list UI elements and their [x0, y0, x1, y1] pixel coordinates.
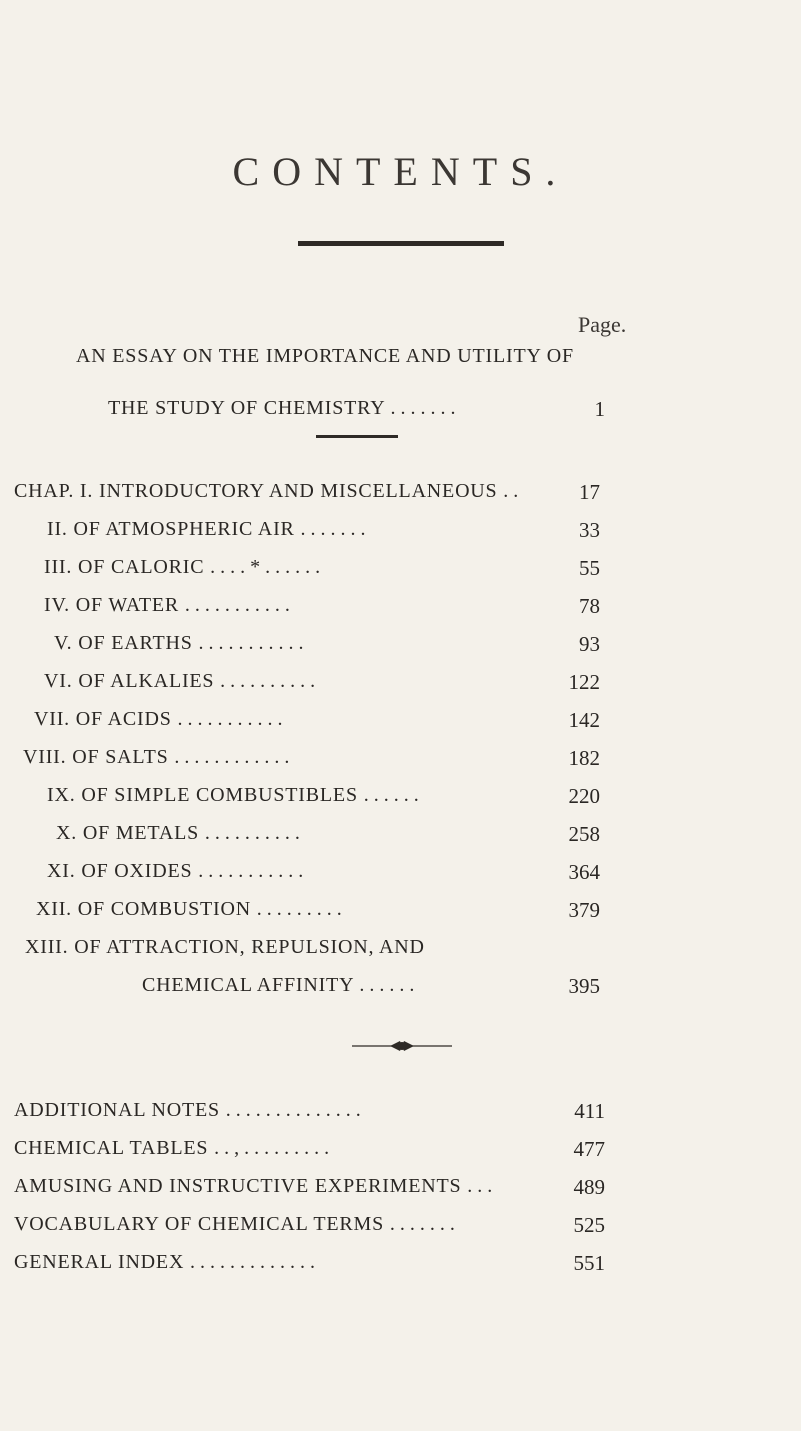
chapter-number: VII.	[34, 708, 70, 730]
leader-dots: ......	[359, 974, 420, 996]
leader-dots: .......	[389, 1213, 460, 1235]
leader-dots: ............	[174, 746, 295, 768]
appendix-row	[14, 1213, 460, 1236]
appendix-row	[14, 1175, 497, 1198]
chapter-row	[14, 480, 523, 503]
leader-dots: .............	[190, 1251, 320, 1273]
leader-dots: .........	[256, 898, 347, 920]
chapter-page: 33	[579, 518, 600, 542]
chapter-page: 364	[568, 860, 600, 884]
chapter-page: 395	[568, 974, 600, 998]
chapter-row	[34, 708, 287, 731]
chapter-number: VI.	[44, 670, 73, 692]
leader-dots: ...........	[198, 860, 309, 882]
leader-dots: .......	[390, 397, 461, 419]
chapter-page: 17	[579, 480, 600, 504]
appendix-page: 411	[574, 1099, 605, 1123]
chapter-title: OF CALORIC	[78, 556, 205, 578]
chapter-row	[44, 556, 325, 579]
chapter-page: 93	[579, 632, 600, 656]
chapter-title: OF ALKALIES	[78, 670, 215, 692]
chapter-title: OF SALTS	[72, 746, 169, 768]
essay-page: 1	[594, 397, 605, 421]
chapter-page: 220	[568, 784, 600, 808]
chapter-page: 122	[568, 670, 600, 694]
chapter-title: OF SIMPLE COMBUSTIBLES	[81, 784, 358, 806]
chapter-number: XII.	[36, 898, 72, 920]
chapter-page: 55	[579, 556, 600, 580]
chapter-title: OF METALS	[82, 822, 200, 844]
leader-dots: ....*......	[210, 556, 326, 578]
appendix-page: 551	[573, 1251, 605, 1275]
leader-dots: ...........	[184, 594, 295, 616]
chapter-row	[36, 898, 347, 921]
leader-dots: ..	[503, 480, 524, 502]
chapter-page: 258	[568, 822, 600, 846]
essay-title-line2	[108, 397, 461, 420]
leader-dots: ..............	[225, 1099, 366, 1121]
appendix-title: ADDITIONAL NOTES	[14, 1099, 220, 1121]
chapter-number: X.	[56, 822, 78, 844]
title-rule	[298, 241, 504, 246]
chapter-number: XIII.	[25, 936, 69, 958]
chapter-page: 142	[568, 708, 600, 732]
appendix-row	[14, 1251, 320, 1274]
leader-dots: ..,.........	[214, 1137, 335, 1159]
chapter-row	[47, 860, 308, 883]
appendix-page: 525	[573, 1213, 605, 1237]
chapter-title: OF COMBUSTION	[77, 898, 251, 920]
chapter-number: IX.	[47, 784, 76, 806]
chapter-row	[44, 594, 295, 617]
essay-title: THE STUDY OF CHEMISTRY	[108, 397, 385, 419]
chapter-title: OF ATTRACTION, REPULSION, AND	[74, 936, 425, 958]
leader-dots: ...........	[177, 708, 288, 730]
chapter-row	[25, 936, 425, 959]
chapter-row	[142, 974, 419, 997]
chapter-title: OF WATER	[75, 594, 180, 616]
chapter-title: OF EARTHS	[78, 632, 193, 654]
leader-dots: .......	[300, 518, 371, 540]
chapter-row	[54, 632, 308, 655]
divider-ornament	[352, 1039, 452, 1053]
chapter-number: XI.	[47, 860, 76, 882]
chapter-page: 379	[568, 898, 600, 922]
chapter-row	[47, 784, 424, 807]
chapter-number: IV.	[44, 594, 70, 616]
chapter-row	[23, 746, 294, 769]
chapter-title: OF OXIDES	[81, 860, 193, 882]
chapter-number: II.	[47, 518, 68, 540]
chapter-number: VIII.	[23, 746, 67, 768]
chapter-row	[47, 518, 370, 541]
chapter-number: V.	[54, 632, 73, 654]
chapter-title: CHEMICAL AFFINITY	[142, 974, 354, 996]
leader-dots: ..........	[204, 822, 305, 844]
chapter-number: III.	[44, 556, 73, 578]
chapter-title: OF ACIDS	[75, 708, 172, 730]
appendix-title: CHEMICAL TABLES	[14, 1137, 209, 1159]
appendix-row	[14, 1099, 366, 1122]
appendix-title: GENERAL INDEX	[14, 1251, 185, 1273]
section-rule	[316, 435, 398, 438]
chapter-row	[56, 822, 305, 845]
appendix-title: VOCABULARY OF CHEMICAL TERMS	[14, 1213, 385, 1235]
appendix-page: 477	[573, 1137, 605, 1161]
leader-dots: ...	[467, 1175, 498, 1197]
chapter-number: CHAP. I.	[14, 480, 94, 502]
page-column-label: Page.	[578, 312, 627, 337]
appendix-row	[14, 1137, 334, 1160]
appendix-title: AMUSING AND INSTRUCTIVE EXPERIMENTS	[14, 1175, 462, 1197]
chapter-title: INTRODUCTORY AND MISCELLANEOUS	[99, 480, 498, 502]
chapter-page: 78	[579, 594, 600, 618]
chapter-row	[44, 670, 320, 693]
leader-dots: ...........	[198, 632, 309, 654]
chapter-title: OF ATMOSPHERIC AIR	[73, 518, 295, 540]
page-title: CONTENTS.	[232, 149, 569, 194]
leader-dots: ..........	[220, 670, 321, 692]
appendix-page: 489	[573, 1175, 605, 1199]
chapter-page: 182	[568, 746, 600, 770]
leader-dots: ......	[363, 784, 424, 806]
essay-title-line1: AN ESSAY ON THE IMPORTANCE AND UTILITY OF	[76, 345, 574, 367]
